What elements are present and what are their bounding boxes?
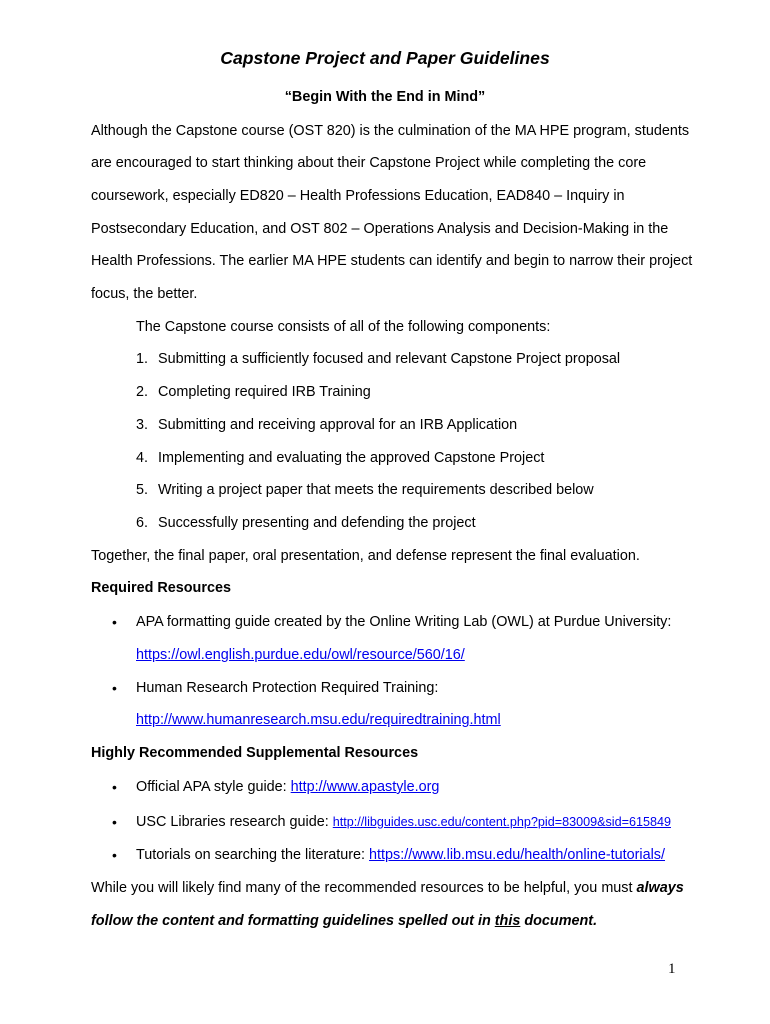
bullet-icon: • [112,847,117,863]
list-number: 2. [136,384,149,400]
list-number: 6. [136,515,149,531]
closing-line [91,912,597,930]
closing-emphasis: always [636,880,684,896]
recommended-resource-text: USC Libraries research guide: [136,814,333,830]
msu-tutorials-link[interactable]: https://www.lib.msu.edu/health/online-tutorials/ [369,847,666,863]
bullet-icon: • [112,614,117,630]
closing-underlined: this [494,913,521,929]
recommended-resource [136,846,665,864]
usc-libguides-link[interactable]: http://libguides.usc.edu/content.php?pid=83009&sid=615849 [332,815,671,829]
list-text: Implementing and evaluating the approved Capstone Project [158,450,545,466]
list-item [136,350,620,368]
bullet-icon: • [112,680,117,696]
required-resource-text: APA formatting guide created by the Online Writing Lab (OWL) at Purdue University: [136,614,672,630]
intro-line: Health Professions. The earlier MA HPE students can identify and begin to narrow their project [91,253,693,269]
list-item [136,481,594,499]
closing-text: follow the content and formatting guidelines spelled out in [91,913,495,929]
list-item [136,416,517,434]
intro-line: are encouraged to start thinking about their Capstone Project while completing the core [91,155,647,171]
page-number: 1 [668,961,676,977]
together-text: Together, the final paper, oral presentation, and defense represent the final evaluation. [91,548,640,564]
list-text: Completing required IRB Training [158,384,371,400]
human-research-training-link[interactable]: http://www.humanresearch.msu.edu/requiredtraining.html [136,712,501,728]
list-item [136,383,371,401]
recommended-resource-text: Tutorials on searching the literature: [136,847,370,863]
intro-line: Although the Capstone course (OST 820) is the culmination of the MA HPE program, students [91,123,690,139]
list-number: 4. [136,450,149,466]
recommended-resources-heading: Highly Recommended Supplemental Resources [91,745,419,761]
bullet-icon: • [112,779,117,795]
closing-text: document. [520,913,598,929]
required-resource-text: Human Research Protection Required Training: [136,680,439,696]
list-text: Writing a project paper that meets the requirements described below [158,482,594,498]
apa-style-link[interactable]: http://www.apastyle.org [290,779,440,795]
recommended-resource [136,813,671,831]
closing-line [91,879,684,897]
intro-line: Postsecondary Education, and OST 802 – Operations Analysis and Decision-Making in the [91,221,669,237]
recommended-resource [136,778,439,796]
components-intro: The Capstone course consists of all of the following components: [136,319,551,335]
list-number: 5. [136,482,149,498]
list-text: Submitting a sufficiently focused and relevant Capstone Project proposal [158,351,621,367]
purdue-owl-link[interactable]: https://owl.english.purdue.edu/owl/resource/560/16/ [136,647,465,663]
list-number: 3. [136,417,149,433]
document-subtitle: “Begin With the End in Mind” [284,89,486,105]
intro-line: coursework, especially ED820 – Health Professions Education, EAD840 – Inquiry in [91,188,625,204]
closing-text: While you will likely find many of the recommended resources to be helpful, you must [91,880,637,896]
list-number: 1. [136,351,149,367]
list-item [136,514,476,532]
bullet-icon: • [112,814,117,830]
list-text: Successfully presenting and defending the project [158,515,476,531]
list-item [136,449,544,467]
required-resources-heading: Required Resources [91,580,231,596]
document-title: Capstone Project and Paper Guidelines [220,48,550,68]
list-text: Submitting and receiving approval for an IRB Application [158,417,518,433]
intro-line: focus, the better. [91,286,198,302]
recommended-resource-text: Official APA style guide: [136,779,291,795]
